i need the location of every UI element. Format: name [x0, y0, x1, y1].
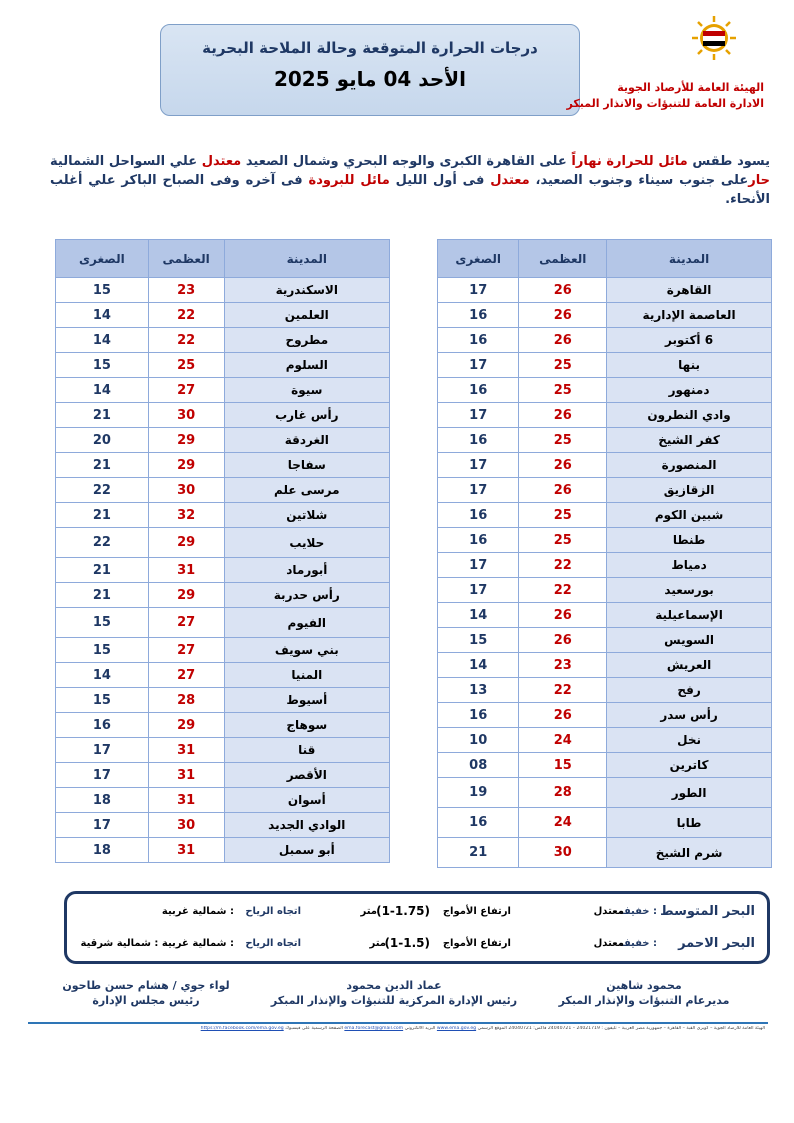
min-temp-cell: 21: [56, 503, 149, 528]
table-row: [56, 838, 390, 863]
signatory-name: عماد الدين محمود: [346, 979, 442, 992]
city-cell: المنصورة: [607, 453, 772, 478]
city-cell: بني سويف: [224, 638, 389, 663]
max-temp-cell: 22: [519, 678, 607, 703]
city-cell: الأقصر: [224, 763, 389, 788]
org-line-1: الهيئة العامة للأرصاد الجوية: [617, 81, 764, 94]
min-temp-cell: 15: [56, 688, 149, 713]
max-temp-cell: 27: [148, 638, 224, 663]
city-cell: مطروح: [224, 328, 389, 353]
table-row: [438, 578, 772, 603]
max-temp-cell: 26: [519, 703, 607, 728]
column-header-max: العظمى: [519, 240, 607, 278]
city-cell: الاسكندرية: [224, 278, 389, 303]
min-temp-cell: 21: [438, 838, 519, 868]
city-cell: أبو سمبل: [224, 838, 389, 863]
table-header-row: [56, 240, 390, 278]
temperature-table-left: [55, 239, 390, 863]
max-temp-cell: 15: [519, 753, 607, 778]
wind-direction: : شمالية غربية : شمالية شرقية: [80, 938, 234, 949]
wave-label: ارتفاع الأمواج: [442, 906, 511, 917]
ema-logo-icon: [690, 14, 738, 62]
page-title: درجات الحرارة المتوقعة وحالة الملاحة البحرية: [202, 39, 538, 57]
city-cell: الوادي الجديد: [224, 813, 389, 838]
column-header-max: العظمى: [148, 240, 224, 278]
min-temp-cell: 18: [56, 838, 149, 863]
signatory-name: لواء جوي / هشام حسن طاحون: [62, 979, 230, 992]
city-cell: أسيوط: [224, 688, 389, 713]
max-temp-cell: 27: [148, 663, 224, 688]
forecast-part: على جنوب سيناء وجنوب الصعيد،: [529, 173, 749, 188]
city-cell: رأس سدر: [607, 703, 772, 728]
min-temp-cell: 17: [438, 453, 519, 478]
title-box: [160, 24, 580, 116]
max-temp-cell: 23: [148, 278, 224, 303]
max-temp-cell: 23: [519, 653, 607, 678]
min-temp-cell: 15: [56, 638, 149, 663]
city-cell: طابا: [607, 808, 772, 838]
max-temp-cell: 28: [519, 778, 607, 808]
table-row: [56, 738, 390, 763]
max-temp-cell: 24: [519, 728, 607, 753]
forecast-highlight: مائل للبرودة: [308, 173, 390, 188]
min-temp-cell: 13: [438, 678, 519, 703]
max-temp-cell: 25: [519, 353, 607, 378]
city-cell: أبورماد: [224, 558, 389, 583]
city-cell: السلوم: [224, 353, 389, 378]
footer-facebook-link[interactable]: https://m.facebook.com/ema.gov.eg: [200, 1026, 284, 1031]
table-row: [438, 303, 772, 328]
signatory-title: رئيس الإدارة المركزية للتنبؤات والإنذار المبكر: [270, 994, 518, 1007]
forecast-highlight: معتدل: [490, 173, 530, 188]
max-temp-cell: 24: [519, 808, 607, 838]
table-row: [438, 403, 772, 428]
max-temp-cell: 22: [519, 578, 607, 603]
city-cell: العلمين: [224, 303, 389, 328]
max-temp-cell: 31: [148, 558, 224, 583]
min-temp-cell: 14: [56, 378, 149, 403]
city-cell: سفاجا: [224, 453, 389, 478]
wind-direction: : شمالية غربية: [161, 906, 234, 917]
min-temp-cell: 15: [438, 628, 519, 653]
city-cell: المنيا: [224, 663, 389, 688]
city-cell: كاترين: [607, 753, 772, 778]
min-temp-cell: 10: [438, 728, 519, 753]
wind-label: اتجاه الرياح: [245, 906, 301, 917]
city-cell: أسوان: [224, 788, 389, 813]
min-temp-cell: 17: [438, 553, 519, 578]
max-temp-cell: 22: [148, 328, 224, 353]
city-cell: 6 أكتوبر: [607, 328, 772, 353]
table-row: [56, 638, 390, 663]
max-temp-cell: 30: [148, 813, 224, 838]
sea-row-red-sea: [67, 936, 767, 956]
max-temp-cell: 29: [148, 428, 224, 453]
wave-unit: متر: [369, 938, 386, 949]
table-row: [438, 628, 772, 653]
footer-facebook-label: الصفحة الرسمية على فيسبوك: [285, 1026, 343, 1031]
table-row: [438, 728, 772, 753]
signature-forecast-director: [544, 978, 744, 1008]
max-temp-cell: 31: [148, 763, 224, 788]
forecast-part: علي السواحل الشمالية: [50, 154, 202, 169]
table-row: [56, 788, 390, 813]
min-temp-cell: 14: [56, 303, 149, 328]
max-temp-cell: 25: [519, 378, 607, 403]
max-temp-cell: 27: [148, 378, 224, 403]
min-temp-cell: 21: [56, 558, 149, 583]
max-temp-cell: 26: [519, 453, 607, 478]
table-row: [438, 503, 772, 528]
forecast-highlight: معتدل: [201, 154, 242, 169]
table-row: [56, 663, 390, 688]
wave-label: ارتفاع الأمواج: [442, 938, 511, 949]
min-temp-cell: 14: [438, 653, 519, 678]
min-temp-cell: 15: [56, 608, 149, 638]
forecast-part: فى آخره وفى الصباح الباكر علي أغلب الأنحاء.: [50, 173, 770, 207]
city-cell: قنا: [224, 738, 389, 763]
max-temp-cell: 31: [148, 738, 224, 763]
min-temp-cell: 22: [56, 478, 149, 503]
table-row: [438, 653, 772, 678]
min-temp-cell: 15: [56, 278, 149, 303]
table-row: [438, 553, 772, 578]
signature-chairman: [46, 978, 246, 1008]
table-row: [438, 703, 772, 728]
max-temp-cell: 30: [519, 838, 607, 868]
city-cell: شبين الكوم: [607, 503, 772, 528]
sea-state-label: : خفيف: [619, 906, 657, 917]
min-temp-cell: 17: [438, 478, 519, 503]
min-temp-cell: 17: [438, 278, 519, 303]
city-cell: سوهاج: [224, 713, 389, 738]
city-cell: رأس غارب: [224, 403, 389, 428]
city-cell: وادي النطرون: [607, 403, 772, 428]
min-temp-cell: 16: [438, 303, 519, 328]
wave-height: (1-1.5): [384, 936, 430, 950]
table-row: [438, 808, 772, 838]
max-temp-cell: 31: [148, 788, 224, 813]
table-row: [438, 778, 772, 808]
column-header-city: المدينة: [224, 240, 389, 278]
signatory-title: مديرعام التنبؤات والإنذار المبكر: [558, 994, 730, 1007]
wave-unit: متر: [360, 906, 377, 917]
max-temp-cell: 26: [519, 278, 607, 303]
table-row: [56, 378, 390, 403]
column-header-min: الصغرى: [56, 240, 149, 278]
table-row: [56, 503, 390, 528]
footer-email-link[interactable]: ema.forecast@gmail.com: [344, 1026, 404, 1031]
org-line-2: الادارة العامة للتنبؤات والانذار المبكر: [566, 97, 764, 110]
city-cell: شرم الشيخ: [607, 838, 772, 868]
city-cell: بورسعيد: [607, 578, 772, 603]
table-row: [438, 278, 772, 303]
footer-email-label: البريد الالكتروني: [404, 1026, 436, 1031]
table-row: [56, 583, 390, 608]
max-temp-cell: 26: [519, 403, 607, 428]
table-row: [438, 528, 772, 553]
table-row: [56, 278, 390, 303]
table-row: [56, 303, 390, 328]
min-temp-cell: 16: [438, 528, 519, 553]
temperature-table-right: [437, 239, 772, 868]
forecast-part: على القاهرة الكبرى والوجه البحري وشمال الصعيد: [241, 154, 572, 169]
city-cell: دمياط: [607, 553, 772, 578]
table-row: [56, 528, 390, 558]
organization-name: [567, 80, 764, 112]
city-cell: رأس حدربة: [224, 583, 389, 608]
max-temp-cell: 29: [148, 453, 224, 478]
max-temp-cell: 26: [519, 328, 607, 353]
min-temp-cell: 17: [438, 353, 519, 378]
city-cell: القاهرة: [607, 278, 772, 303]
footer-address: الهيئة العامة للأرصاد الجوية – كوبري القبة – القاهرة – جمهورية مصر العربية – تليفون : 24021719 – 24040721 فاكس: 24040721 الموقع الرسمي: [477, 1026, 765, 1031]
table-row: [56, 558, 390, 583]
city-cell: السويس: [607, 628, 772, 653]
table-row: [56, 353, 390, 378]
table-row: [56, 713, 390, 738]
wind-label: اتجاه الرياح: [245, 938, 301, 949]
min-temp-cell: 15: [56, 353, 149, 378]
city-cell: العاصمة الإدارية: [607, 303, 772, 328]
min-temp-cell: 14: [56, 328, 149, 353]
max-temp-cell: 25: [519, 503, 607, 528]
max-temp-cell: 25: [519, 528, 607, 553]
max-temp-cell: 32: [148, 503, 224, 528]
min-temp-cell: 14: [56, 663, 149, 688]
forecast-highlight: مائل للحرارة نهاراً: [571, 154, 688, 169]
min-temp-cell: 17: [56, 763, 149, 788]
sea-name: البحر الاحمر: [678, 936, 755, 951]
table-row: [438, 753, 772, 778]
table-row: [56, 478, 390, 503]
city-cell: نخل: [607, 728, 772, 753]
table-header-row: [438, 240, 772, 278]
min-temp-cell: 17: [438, 403, 519, 428]
forecast-part: فى أول الليل: [389, 173, 491, 188]
min-temp-cell: 16: [438, 503, 519, 528]
table-row: [438, 678, 772, 703]
city-cell: شلاتين: [224, 503, 389, 528]
city-cell: العريش: [607, 653, 772, 678]
city-cell: الطور: [607, 778, 772, 808]
city-cell: سيوة: [224, 378, 389, 403]
footer-website-link[interactable]: www.ema.gov.eg: [436, 1026, 477, 1031]
max-temp-cell: 30: [148, 403, 224, 428]
min-temp-cell: 19: [438, 778, 519, 808]
max-temp-cell: 26: [519, 303, 607, 328]
table-row: [56, 328, 390, 353]
forecast-date: الأحد 04 مايو 2025: [273, 67, 467, 91]
table-row: [438, 378, 772, 403]
min-temp-cell: 17: [56, 738, 149, 763]
max-temp-cell: 26: [519, 603, 607, 628]
min-temp-cell: 14: [438, 603, 519, 628]
footer-contact: [40, 1026, 765, 1031]
min-temp-cell: 21: [56, 583, 149, 608]
city-cell: الغردقة: [224, 428, 389, 453]
max-temp-cell: 30: [148, 478, 224, 503]
city-cell: حلايب: [224, 528, 389, 558]
forecast-text: [50, 152, 770, 209]
table-row: [56, 688, 390, 713]
city-cell: الزقازيق: [607, 478, 772, 503]
min-temp-cell: 22: [56, 528, 149, 558]
sea-state-label: : خفيف: [619, 938, 657, 949]
min-temp-cell: 08: [438, 753, 519, 778]
forecast-highlight: حار: [748, 173, 770, 188]
city-cell: الفيوم: [224, 608, 389, 638]
max-temp-cell: 26: [519, 478, 607, 503]
min-temp-cell: 16: [438, 378, 519, 403]
max-temp-cell: 29: [148, 528, 224, 558]
table-row: [438, 603, 772, 628]
sea-state: معتدل: [593, 938, 624, 949]
min-temp-cell: 16: [438, 808, 519, 838]
signatory-name: محمود شاهين: [606, 979, 682, 992]
table-row: [438, 838, 772, 868]
forecast-part: يسود طقس: [687, 154, 770, 169]
max-temp-cell: 22: [148, 303, 224, 328]
signatory-title: رئيس مجلس الإدارة: [92, 994, 200, 1007]
table-row: [438, 478, 772, 503]
table-row: [438, 353, 772, 378]
min-temp-cell: 16: [438, 328, 519, 353]
table-row: [56, 403, 390, 428]
table-row: [56, 608, 390, 638]
city-cell: رفح: [607, 678, 772, 703]
min-temp-cell: 16: [438, 703, 519, 728]
column-header-min: الصغرى: [438, 240, 519, 278]
table-row: [56, 763, 390, 788]
max-temp-cell: 28: [148, 688, 224, 713]
table-row: [438, 428, 772, 453]
signature-central-director: [264, 978, 524, 1008]
footer-divider: [28, 1022, 768, 1024]
city-cell: طنطا: [607, 528, 772, 553]
min-temp-cell: 21: [56, 403, 149, 428]
city-cell: الإسماعيلية: [607, 603, 772, 628]
min-temp-cell: 17: [438, 578, 519, 603]
sea-name: البحر المتوسط: [660, 904, 755, 919]
min-temp-cell: 16: [438, 428, 519, 453]
max-temp-cell: 29: [148, 713, 224, 738]
max-temp-cell: 25: [148, 353, 224, 378]
table-row: [56, 428, 390, 453]
max-temp-cell: 29: [148, 583, 224, 608]
sea-state: معتدل: [593, 906, 624, 917]
max-temp-cell: 22: [519, 553, 607, 578]
max-temp-cell: 25: [519, 428, 607, 453]
table-row: [56, 813, 390, 838]
max-temp-cell: 31: [148, 838, 224, 863]
max-temp-cell: 26: [519, 628, 607, 653]
city-cell: بنها: [607, 353, 772, 378]
min-temp-cell: 21: [56, 453, 149, 478]
city-cell: كفر الشيخ: [607, 428, 772, 453]
min-temp-cell: 16: [56, 713, 149, 738]
city-cell: دمنهور: [607, 378, 772, 403]
sea-row-mediterranean: [67, 904, 767, 924]
table-row: [56, 453, 390, 478]
city-cell: مرسى علم: [224, 478, 389, 503]
min-temp-cell: 18: [56, 788, 149, 813]
min-temp-cell: 20: [56, 428, 149, 453]
column-header-city: المدينة: [607, 240, 772, 278]
table-row: [438, 328, 772, 353]
sea-state-box: [64, 891, 770, 964]
max-temp-cell: 27: [148, 608, 224, 638]
table-row: [438, 453, 772, 478]
min-temp-cell: 17: [56, 813, 149, 838]
wave-height: (1-1.75): [376, 904, 430, 918]
